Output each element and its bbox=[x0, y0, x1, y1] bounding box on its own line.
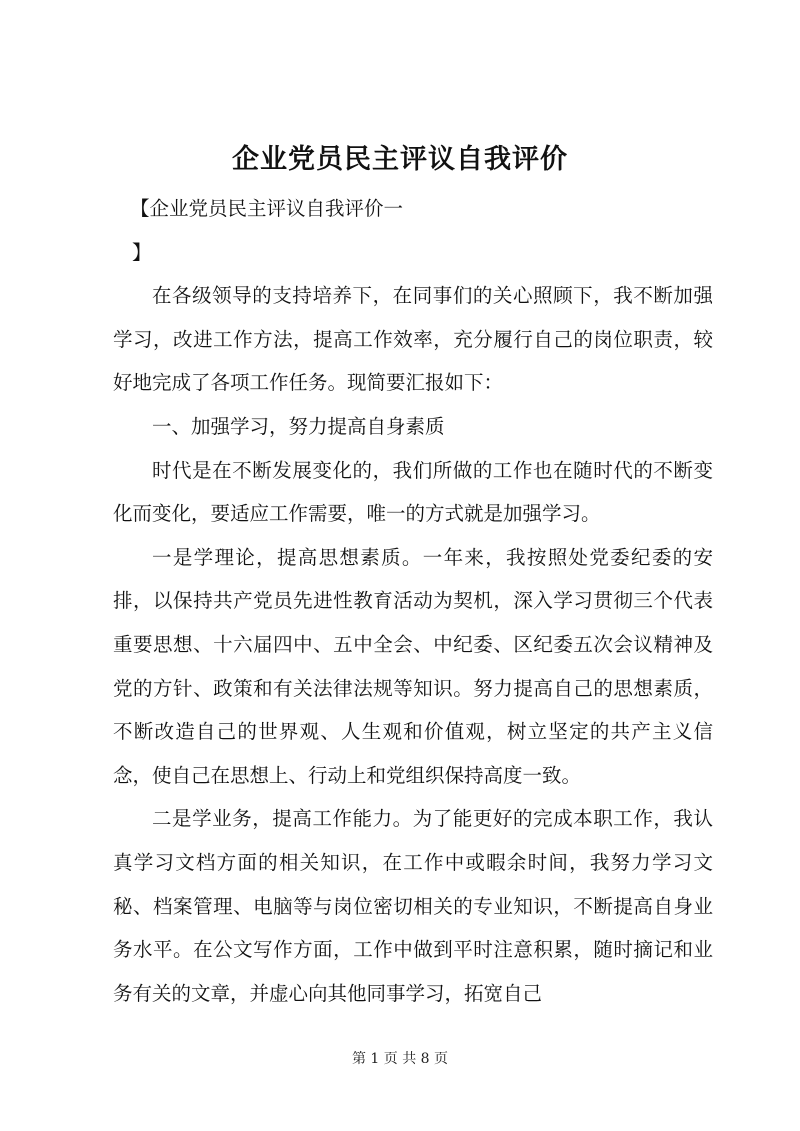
paragraph: 一是学理论，提高思想素质。一年来，我按照处党委纪委的安排，以保持共产党员先进性教育活动为契机，深入学习贯彻三个代表重要思想、十六届四中、五中全会、中纪委、区纪委五次会议精神及党的方针、政策和有关法律法规等知识。努力提高自己的思想素质，不断改造自己的世界观、人生观和价值观，树立坚定的共产主义信念，使自己在思想上、行动上和党组织保持高度一致。 bbox=[113, 545, 713, 787]
document-title: 企业党员民主评议自我评价 bbox=[232, 144, 568, 175]
section-heading: 一、加强学习，努力提高自身素质 bbox=[152, 414, 445, 438]
subtitle-bracket-close: 】 bbox=[132, 240, 152, 264]
page-footer: 第 1 页 共 8 页 bbox=[351, 1051, 449, 1067]
paragraph: 二是学业务，提高工作能力。为了能更好的完成本职工作，我认真学习文档方面的相关知识，在工作中或暇余时间，我努力学习文秘、档案管理、电脑等与岗位密切相关的专业知识，不断提高自身业务水平。在公文写作方面，工作中做到平时注意积累，随时摘记和业务有关的文章，并虚心向其他同事学习，拓宽自己 bbox=[113, 807, 713, 1005]
paragraph: 在各级领导的支持培养下，在同事们的关心照顾下，我不断加强学习，改进工作方法，提高工作效率，充分履行自己的岗位职责，较好地完成了各项工作任务。现简要汇报如下： bbox=[113, 284, 713, 395]
paragraph: 时代是在不断发展变化的，我们所做的工作也在随时代的不断变化而变化，要适应工作需要，唯一的方式就是加强学习。 bbox=[113, 458, 713, 526]
subtitle-line: 【企业党员民主评议自我评价一 bbox=[130, 197, 404, 220]
document-body bbox=[113, 187, 713, 1015]
